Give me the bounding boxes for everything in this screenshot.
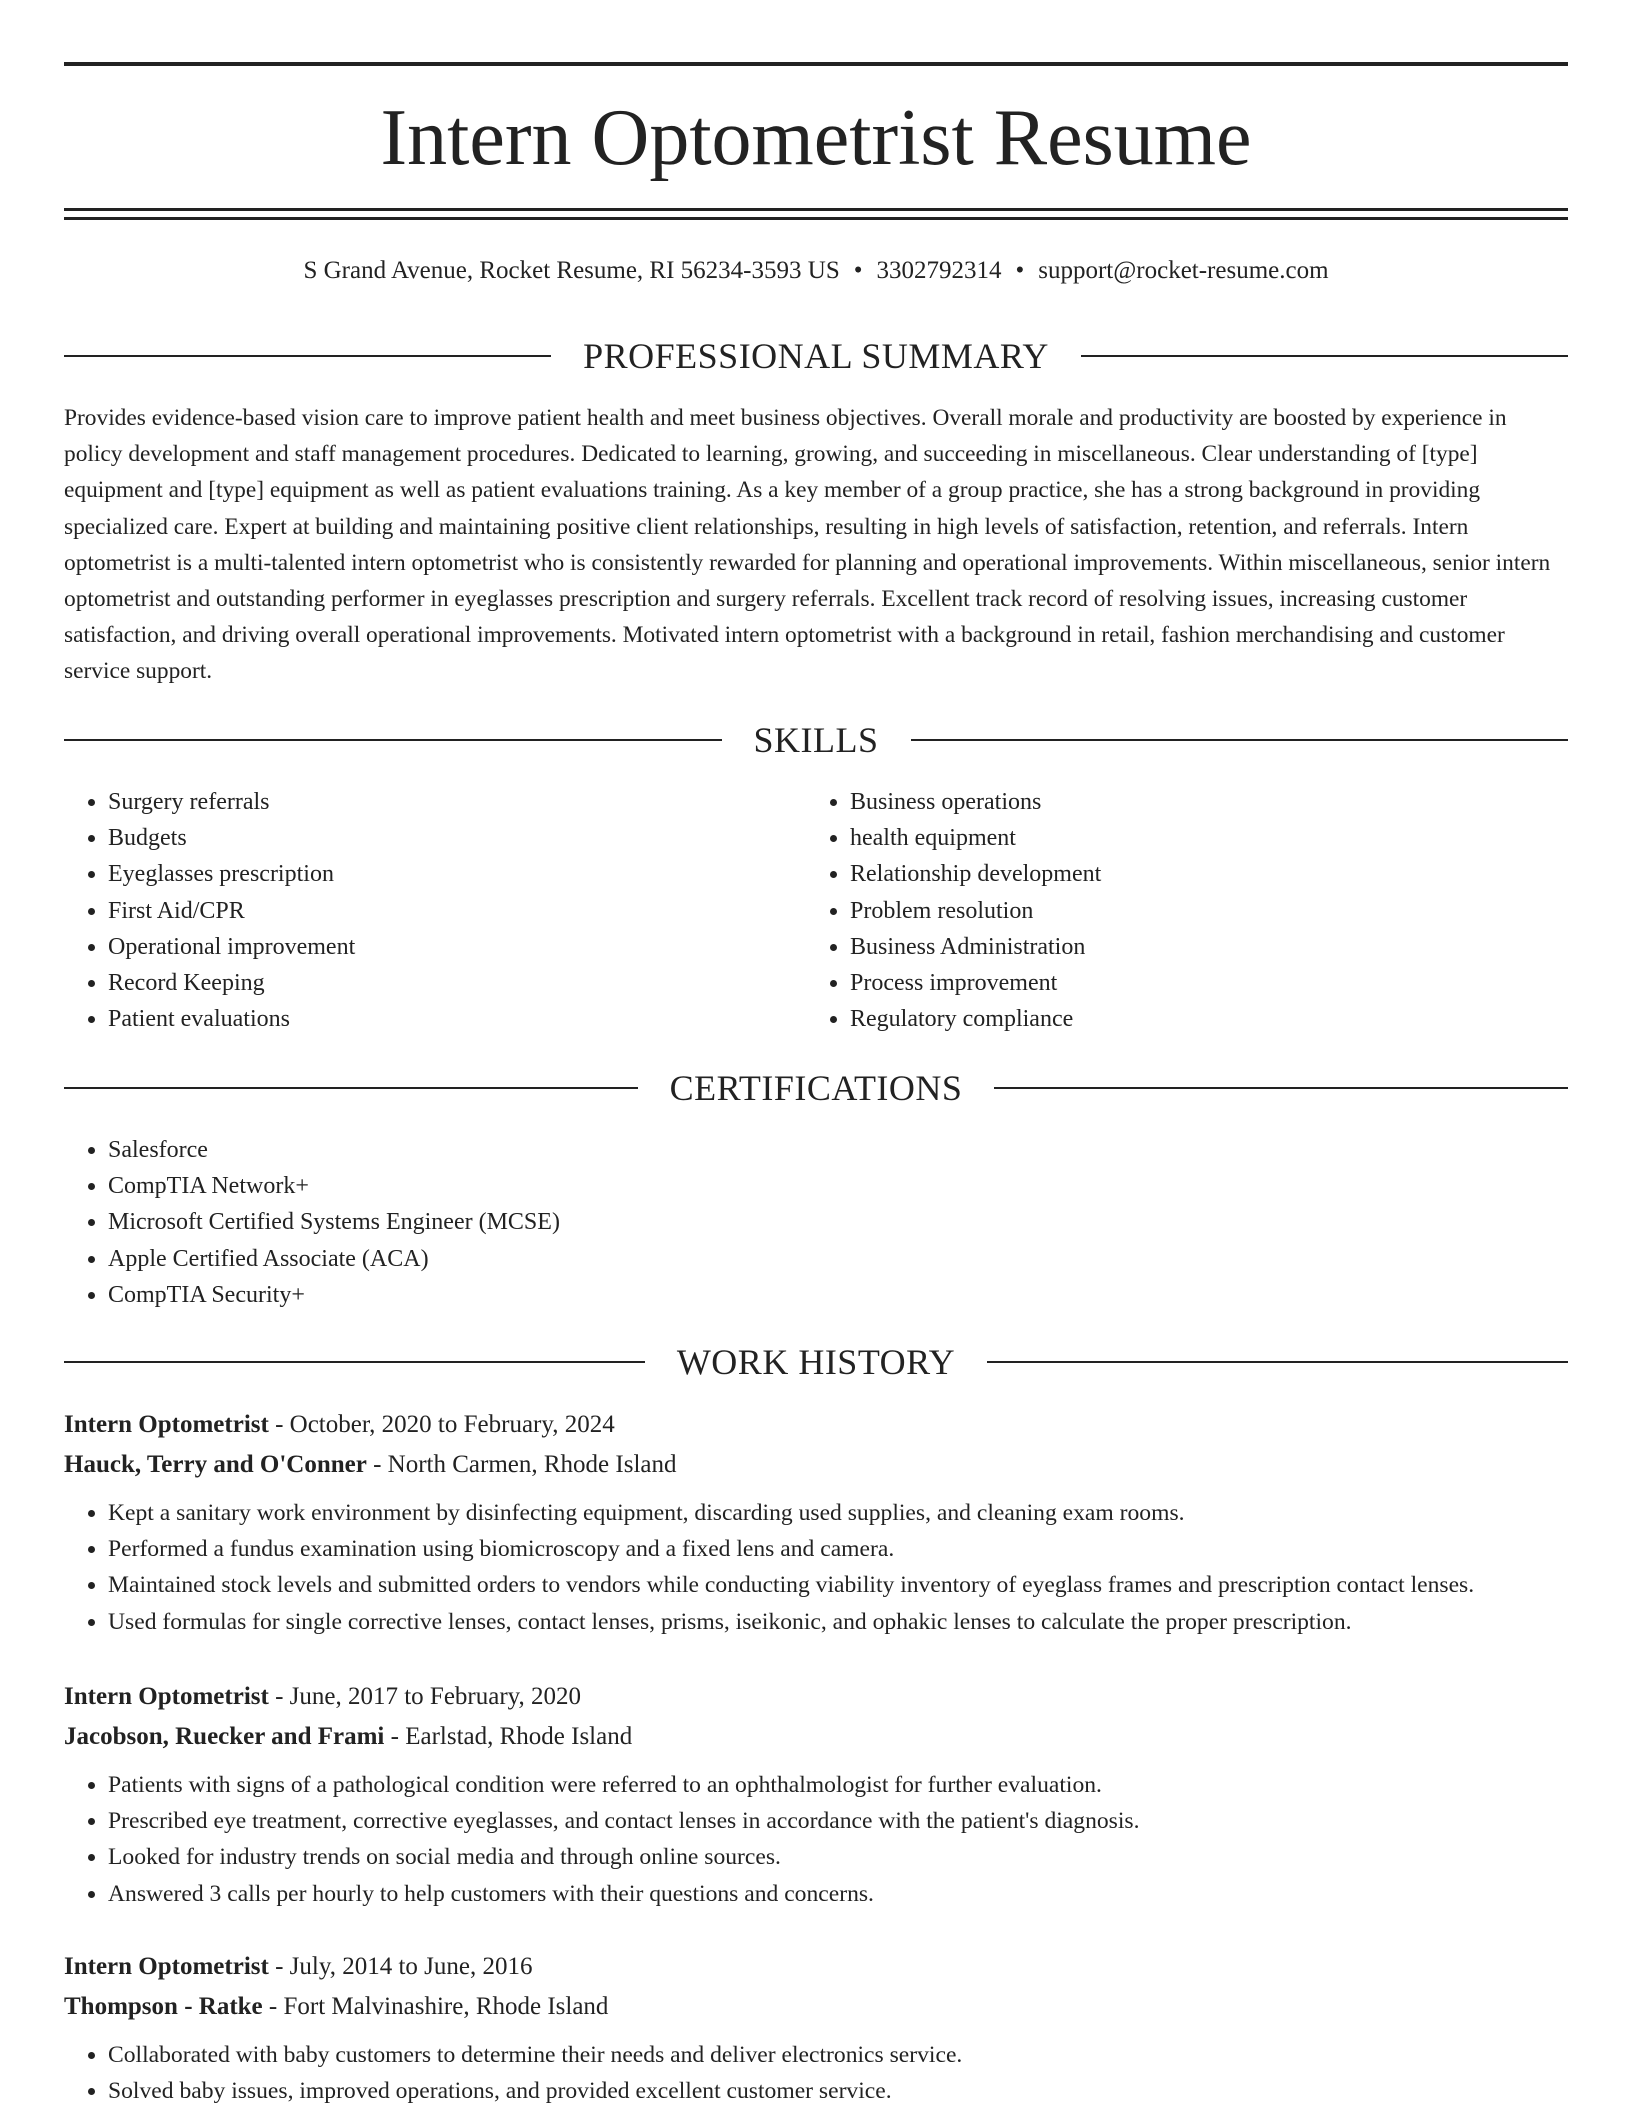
job-title-line — [64, 1405, 1568, 1445]
job-bullet: • Used formulas for single corrective lenses, contact lenses, prisms, iseikonic, and ophakic lenses to calculate the proper prescription. — [108, 1604, 1568, 1640]
skills-column-right — [806, 784, 1548, 1037]
contact-address: S Grand Avenue, Rocket Resume, RI 56234-3593 US — [303, 257, 840, 284]
job-title: Intern Optometrist — [64, 1411, 269, 1438]
job-dates: - July, 2014 to June, 2016 — [268, 1953, 533, 1980]
contact-separator: • — [1015, 257, 1025, 284]
job-location: - Earlstad, Rhode Island — [384, 1723, 633, 1750]
job-entry — [64, 1405, 1568, 1640]
heading-rule — [987, 1361, 1568, 1363]
skills-heading-label: SKILLS — [753, 720, 879, 760]
job-bullet: • Looked for industry trends on social media and through online sources. — [108, 1839, 1568, 1875]
heading-rule — [911, 739, 1569, 741]
skill-item: • Process improvement — [850, 965, 1548, 1001]
skills-section-heading — [64, 718, 1568, 762]
job-bullet: • Patients with signs of a pathological condition were referred to an ophthalmologist for further evaluation. — [108, 1767, 1568, 1803]
skill-item: • Record Keeping — [108, 965, 806, 1001]
job-company: Jacobson, Ruecker and Frami — [64, 1723, 385, 1750]
certification-item: • CompTIA Network+ — [108, 1168, 1568, 1204]
job-bullet: • Prescribed eye treatment, corrective eyeglasses, and contact lenses in accordance with the patient's diagnosis. — [108, 1803, 1568, 1839]
job-bullet: • Solved baby issues, improved operations, and provided excellent customer service. — [108, 2073, 1568, 2109]
summary-text: Provides evidence-based vision care to improve patient health and meet business objectives. Overall morale and productivity are boosted by experience in policy development and staff management procedures. Dedicated to learning, growing, and succeeding in miscellaneous. Clear understanding of [type] equipment and [type] equipment as well as patient evaluations training. As a key member of a group practice, she has a strong background in providing specialized care. Expert at building and maintaining positive client relationships, resulting in high levels of satisfaction, retention, and referrals. Intern optometrist is a multi-talented intern optometrist who is consistently rewarded for planning and operational improvements. Within miscellaneous, senior intern optometrist and outstanding performer in eyeglasses prescription and surgery referrals. Excellent track record of resolving issues, increasing customer satisfaction, and driving overall operational improvements. Motivated intern optometrist with a background in retail, fashion merchandising and customer service support. — [64, 405, 1551, 685]
top-rule — [64, 62, 1568, 66]
heading-rule — [64, 355, 551, 357]
certification-item: • Microsoft Certified Systems Engineer (MCSE) — [108, 1204, 1568, 1240]
heading-rule — [64, 1361, 645, 1363]
job-title: Intern Optometrist — [64, 1683, 269, 1710]
job-entry — [64, 1677, 1568, 1912]
skill-item: • Surgery referrals — [108, 784, 806, 820]
contact-phone: 3302792314 — [876, 257, 1002, 284]
work-section-heading — [64, 1340, 1568, 1384]
summary-section-heading — [64, 334, 1568, 378]
job-entry — [64, 1947, 1568, 2109]
contact-separator: • — [853, 257, 863, 284]
job-bullet: • Answered 3 calls per hourly to help customers with their questions and concerns. — [108, 1876, 1568, 1912]
resume-title: Intern Optometrist Resume — [380, 94, 1252, 182]
certifications-list — [64, 1132, 1568, 1313]
skill-item: • Operational improvement — [108, 929, 806, 965]
certifications-heading-label: CERTIFICATIONS — [669, 1068, 963, 1108]
job-location: - North Carmen, Rhode Island — [366, 1451, 677, 1478]
skill-item: • First Aid/CPR — [108, 893, 806, 929]
title-double-rule — [64, 208, 1568, 220]
skill-item: • Problem resolution — [850, 893, 1548, 929]
job-dates: - June, 2017 to February, 2020 — [268, 1683, 582, 1710]
skills-column-left — [64, 784, 806, 1037]
skill-item: • Business operations — [850, 784, 1548, 820]
job-bullet: • Performed a fundus examination using biomicroscopy and a fixed lens and camera. — [108, 1531, 1568, 1567]
job-location: - Fort Malvinashire, Rhode Island — [262, 1993, 609, 2020]
job-dates: - October, 2020 to February, 2024 — [268, 1411, 615, 1438]
certification-item: • Salesforce — [108, 1132, 1568, 1168]
job-company-line — [64, 1717, 1568, 1757]
job-title: Intern Optometrist — [64, 1953, 269, 1980]
skill-item: • Eyeglasses prescription — [108, 856, 806, 892]
job-title-line — [64, 1677, 1568, 1717]
heading-rule — [64, 1087, 638, 1089]
skill-item: • Business Administration — [850, 929, 1548, 965]
summary-heading-label: PROFESSIONAL SUMMARY — [583, 336, 1049, 376]
job-title-line — [64, 1947, 1568, 1987]
skill-item: • health equipment — [850, 820, 1548, 856]
job-company: Hauck, Terry and O'Conner — [64, 1451, 367, 1478]
contact-line — [64, 254, 1568, 288]
certification-item: • CompTIA Security+ — [108, 1277, 1568, 1313]
job-company-line — [64, 1445, 1568, 1485]
heading-rule — [64, 739, 722, 741]
skill-item: • Regulatory compliance — [850, 1001, 1548, 1037]
heading-rule — [1081, 355, 1568, 357]
certification-item: • Apple Certified Associate (ACA) — [108, 1241, 1568, 1277]
skill-item: • Budgets — [108, 820, 806, 856]
skill-item: • Patient evaluations — [108, 1001, 806, 1037]
heading-rule — [994, 1087, 1568, 1089]
certifications-section-heading — [64, 1066, 1568, 1110]
job-bullet: • Maintained stock levels and submitted orders to vendors while conducting viability inventory of eyeglass frames and prescription contact lenses. — [108, 1567, 1568, 1603]
contact-email: support@rocket-resume.com — [1038, 257, 1329, 284]
job-bullet: • Kept a sanitary work environment by disinfecting equipment, discarding used supplies, and cleaning exam rooms. — [108, 1495, 1568, 1531]
job-company: Thompson - Ratke — [64, 1993, 263, 2020]
skills-list — [64, 784, 1568, 1037]
job-bullet: • Collaborated with baby customers to determine their needs and deliver electronics service. — [108, 2037, 1568, 2073]
skill-item: • Relationship development — [850, 856, 1548, 892]
work-heading-label: WORK HISTORY — [676, 1342, 956, 1382]
job-company-line — [64, 1987, 1568, 2027]
